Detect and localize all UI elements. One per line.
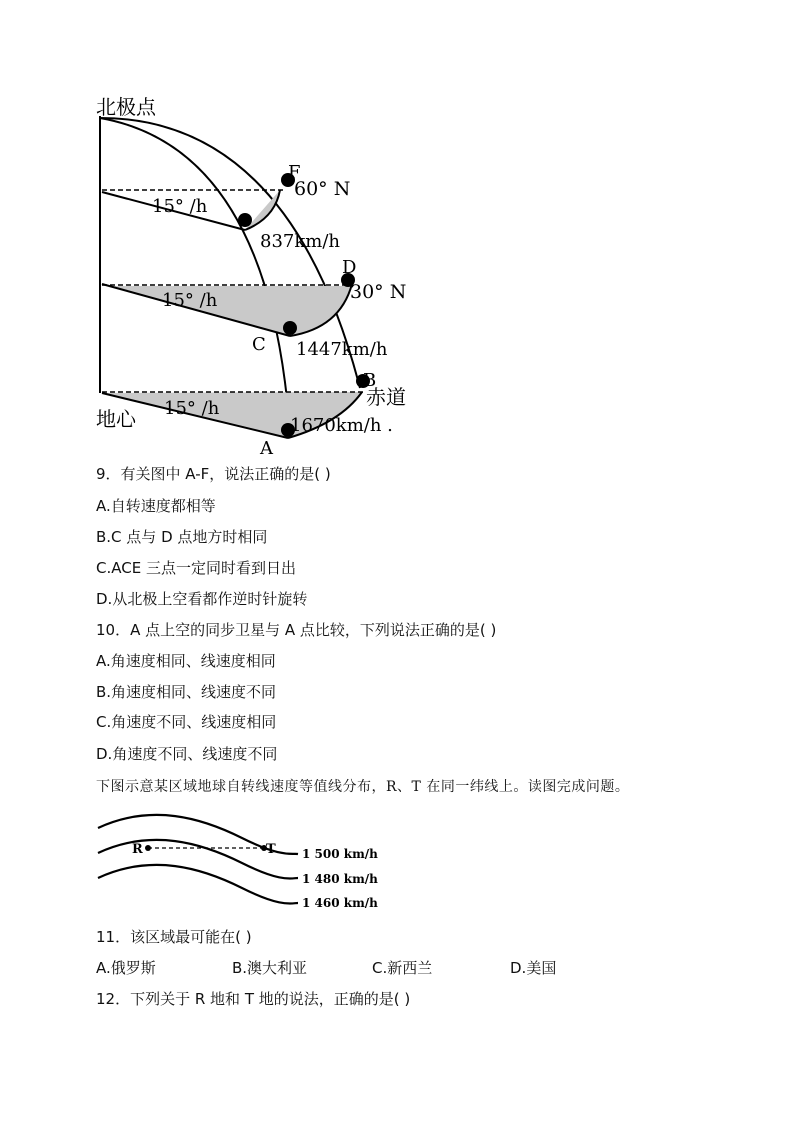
section-intro: 下图示意某区域地球自转线速度等值线分布，R、T 在同一纬线上。读图完成问题。 [96, 779, 630, 795]
q9-option-b[interactable]: B.C 点与 D 点地方时相同 [96, 528, 268, 546]
q10-option-c[interactable]: C.角速度不同、线速度相同 [96, 713, 277, 731]
isoline-1460 [98, 865, 298, 904]
isoline-label-1480: 1 480 km/h [302, 872, 378, 886]
q9-option-d[interactable]: D.从北极上空看都作逆时针旋转 [96, 590, 308, 608]
lat-30-label: 30° N [350, 281, 407, 303]
speed-30-label: 1447km/h [296, 339, 388, 360]
inner-meridian-arc [100, 118, 290, 433]
point-r-marker [145, 845, 151, 851]
question-9: 9．有关图中 A-F，说法正确的是( ) [96, 465, 331, 483]
equator-label: 赤道 [366, 385, 406, 409]
q9-option-c[interactable]: C.ACE 三点一定同时看到日出 [96, 559, 296, 577]
rate-label-30: 15° /h [162, 290, 218, 311]
point-c-label: C [252, 334, 266, 355]
isoline-map [92, 808, 392, 918]
question-11: 11．该区域最可能在( ) [96, 928, 252, 946]
q9-option-a[interactable]: A.自转速度都相等 [96, 497, 216, 515]
question-12: 12．下列关于 R 地和 T 地的说法，正确的是( ) [96, 990, 411, 1008]
point-a-label: A [260, 438, 273, 459]
point-f-label: F [288, 162, 301, 183]
isoline-label-1460: 1 460 km/h [302, 896, 378, 910]
lat-60-label: 60° N [294, 178, 351, 200]
q11-option-a[interactable]: A.俄罗斯 [96, 959, 156, 977]
point-b-label: B [363, 370, 377, 391]
point-d-label: D [342, 257, 357, 278]
q10-option-a[interactable]: A.角速度相同、线速度相同 [96, 652, 276, 670]
isoline-label-1500: 1 500 km/h [302, 847, 378, 861]
q10-option-b[interactable]: B.角速度相同、线速度不同 [96, 683, 277, 701]
question-10: 10．A 点上空的同步卫星与 A 点比较，下列说法正确的是( ) [96, 621, 497, 639]
q11-option-b[interactable]: B.澳大利亚 [232, 959, 308, 977]
q11-option-d[interactable]: D.美国 [510, 959, 557, 977]
point-r-label: R [132, 842, 143, 857]
earth-rotation-diagram [90, 88, 430, 460]
q11-option-c[interactable]: C.新西兰 [372, 959, 433, 977]
rate-label-60: 15° /h [152, 196, 208, 217]
speed-0-label: 1670km/h . [290, 415, 393, 436]
point-t-label: T [266, 842, 276, 857]
speed-60-label: 837km/h [260, 231, 340, 252]
point-c-marker [283, 321, 297, 335]
q10-option-d[interactable]: D.角速度不同、线速度不同 [96, 745, 278, 763]
earth-center-label: 地心 [96, 407, 136, 431]
north-pole-label: 北极点 [96, 95, 156, 119]
rate-label-0: 15° /h [164, 398, 220, 419]
point-e-marker [238, 213, 252, 227]
